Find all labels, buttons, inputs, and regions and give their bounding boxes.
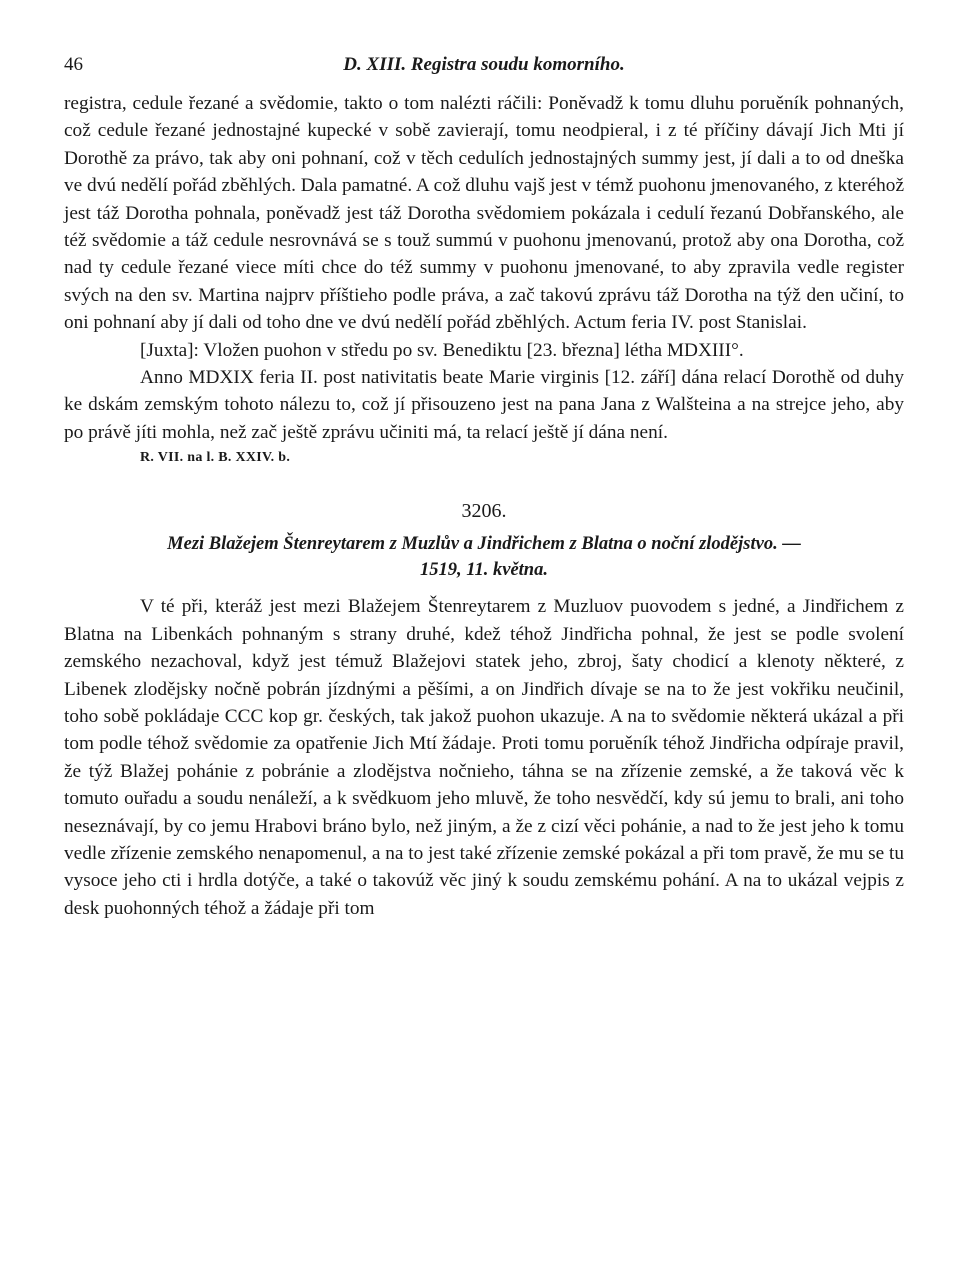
paragraph-verdict: registra, cedule řezané a svědomie, takto o tom nalézti ráčili: Poněvadž k tomu dluhu poruěník pohnaných, což cedule řezané jednostajné kupecké v sobě zavierají, tomu neodpieral, i z té příčiny dávají Jich Mti jí Dorothě za právo, tak aby oni pohnaní, což v těch cedulích jednostajných summy jest, jí dali a to od dneška ve dvú nedělí pořád zběhlých. Dala pamatné. A což dluhu vajš jest v témž puohonu jmenovaného, z kteréhož jest táž Dorotha pohnala, poněvadž jest táž Dorotha svědomiem pokázala i cedulí řezanú Dobřanského, ale též svědomie a táž cedule nesrovnává se s touž summú v puohonu jmenovanú, protož aby ona Dorotha, což nad ty cedule řezané viece míti chce do též summy v puohonu jmenované, to aby zpravila vedle register svých na den sv. Martina najprv příštieho podle práva, a zač takovú zprávu táž Dorotha na týž den učiní, to oni pohnaní aby jí dali od toho dne ve dvú nedělí pořád zběhlých. Actum feria IV. post Stanislai. xyxy=(64,93,904,334)
source-note: R. VII. na l. B. XXIV. b. xyxy=(140,450,291,466)
document-date: 1519, 11. května. xyxy=(420,560,548,581)
page-header xyxy=(64,54,904,84)
paragraph-juxta: [Juxta]: Vložen puohon v středu po sv. Benediktu [23. března] létha MDXIII°. xyxy=(140,339,744,361)
document-title xyxy=(64,531,904,583)
page-number: 46 xyxy=(64,54,83,75)
paragraph-relation: Anno MDXIX feria II. post nativitatis beate Marie virginis [12. září] dána relací Dorothě od duhy ke dskám zemským tohoto nálezu to, což jí přisouzeno jest na pana Jana z Walšteina a na strejce jeho, aby po právě jíti mohla, než zač ještě zprávu učiniti má, ta relací ještě jí dána není. xyxy=(64,367,904,443)
document-page xyxy=(64,54,904,922)
document-body: V té při, kteráž jest mezi Blažejem Štenreytarem z Muzluov puovodem s jedné, a Jindřichem z Blatna na Libenkách pohnaným s strany druhé, kdež téhož Jindřicha pohnal, že jest se podle svolení zemského nezachoval, když jest témuž Blažejovi statek jeho, zbroj, šaty chodicí a klenoty některé, z Libenek zlodějsky nočně pobrán jízdnými a pěšími, a on Jindřich dívaje se na to že jest vokřiku neučinil, toho sobě pokládaje CCC kop gr. českých, tak jakož puohon ukazuje. A na to svědomie některá ukázal a při tom podle téhož svědomie za opatřenie Jich Mtí žádaje. Proti tomu poruěník téhož Jindřicha odpíraje pravil, že týž Blažej pohánie z pobránie a zlodějstva nočnieho, táhna se na zřízenie zemské, a že taková věc k tomuto ouřadu a soudu nenáleží, a k svědkuom jeho mluvě, že toho nesvědčí, kdy sú jemu to brali, ani toho neseznávají, by co jemu Hrabovi bráno bylo, než jiným, a že z cizí věci pohánie, a nad to že jest jeho k tomu vedle zřízenie zemského nenapomenul, a na to jest také zřízenie zemské pokázal a při tom pravě, že mu se tu vysoce jeho cti i hrdla dotýče, a také o takovúž věc jiný k soudu zemskému pohání. A na to ukázal vejpis z desk puohonných téhož a žádaje při tom xyxy=(64,596,904,919)
document-title-line1: Mezi Blažejem Štenreytarem z Muzlův a Jindřichem z Blatna o noční zlodějstvo. — xyxy=(167,534,801,555)
document-number: 3206. xyxy=(461,500,507,523)
running-title: D. XIII. Registra soudu komorního. xyxy=(343,54,625,75)
